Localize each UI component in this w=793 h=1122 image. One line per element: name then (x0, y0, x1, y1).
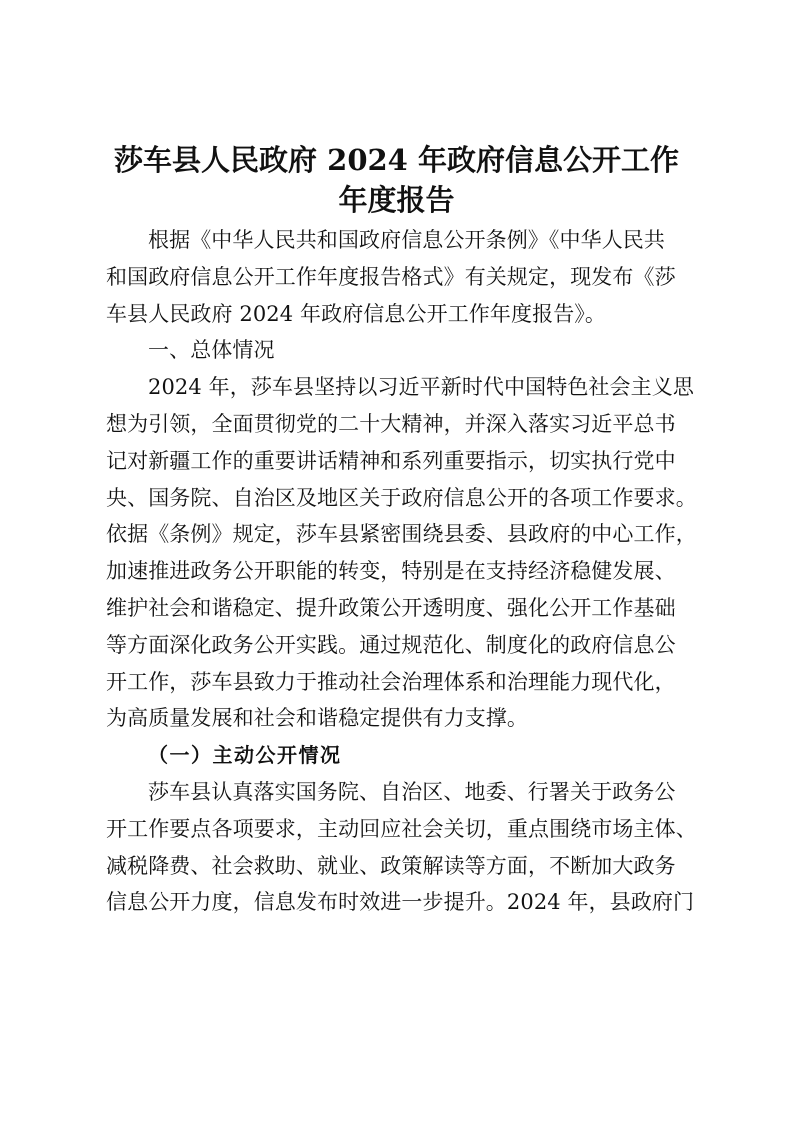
text-line: 等方面深化政务公开实践。通过规范化、制度化的政府信息公 (106, 632, 676, 657)
text-line: 2024 年，莎车县坚持以习近平新时代中国特色社会主义思 (148, 375, 694, 400)
text-line: 依据《条例》规定，莎车县紧密围绕县委、县政府的中心工作， (106, 522, 697, 547)
text-line: 莎车县认真落实国务院、自治区、地委、行署关于政务公 (148, 779, 676, 804)
text-line: 车县人民政府 2024 年政府信息公开工作年度报告》。 (106, 301, 606, 326)
overview-paragraph (106, 369, 697, 737)
text-line: 为高质量发展和社会和谐稳定提供有力支撑。 (106, 706, 528, 731)
text-line: 维护社会和谐稳定、提升政策公开透明度、强化公开工作基础 (106, 595, 676, 620)
text-line: 减税降费、社会救助、就业、政策解读等方面，不断加大政务 (106, 853, 676, 878)
text-line: 加速推进政务公开职能的转变，特别是在支持经济稳健发展、 (106, 559, 676, 584)
text-line: 想为引领，全面贯彻党的二十大精神，并深入落实习近平总书 (106, 411, 676, 436)
text-line: 根据《中华人民共和国政府信息公开条例》《中华人民共 (148, 228, 665, 252)
text-line: 和国政府信息公开工作年度报告格式》有关规定，现发布《莎 (106, 264, 676, 289)
section-heading-overview: 一、总体情况 (148, 338, 275, 363)
report-title (80, 140, 713, 220)
active-disclosure-paragraph (106, 774, 697, 921)
intro-paragraph (106, 222, 690, 332)
text-line: 开工作，莎车县致力于推动社会治理体系和治理能力现代化， (106, 669, 676, 694)
text-line: 央、国务院、自治区及地区关于政府信息公开的各项工作要求。 (106, 485, 697, 510)
text-line: 记对新疆工作的重要讲话精神和系列重要指示，切实执行党中 (106, 448, 676, 473)
text-line: 信息公开力度，信息发布时效进一步提升。2024 年，县政府门 (106, 890, 695, 915)
title-line-1: 莎车县人民政府 2024 年政府信息公开工作 (114, 143, 679, 177)
text-line: 开工作要点各项要求，主动回应社会关切，重点围绕市场主体、 (106, 816, 697, 841)
title-line-2: 年度报告 (338, 183, 455, 217)
report-body (106, 222, 697, 921)
subsection-heading-active-disclosure: （一）主动公开情况 (148, 743, 342, 768)
